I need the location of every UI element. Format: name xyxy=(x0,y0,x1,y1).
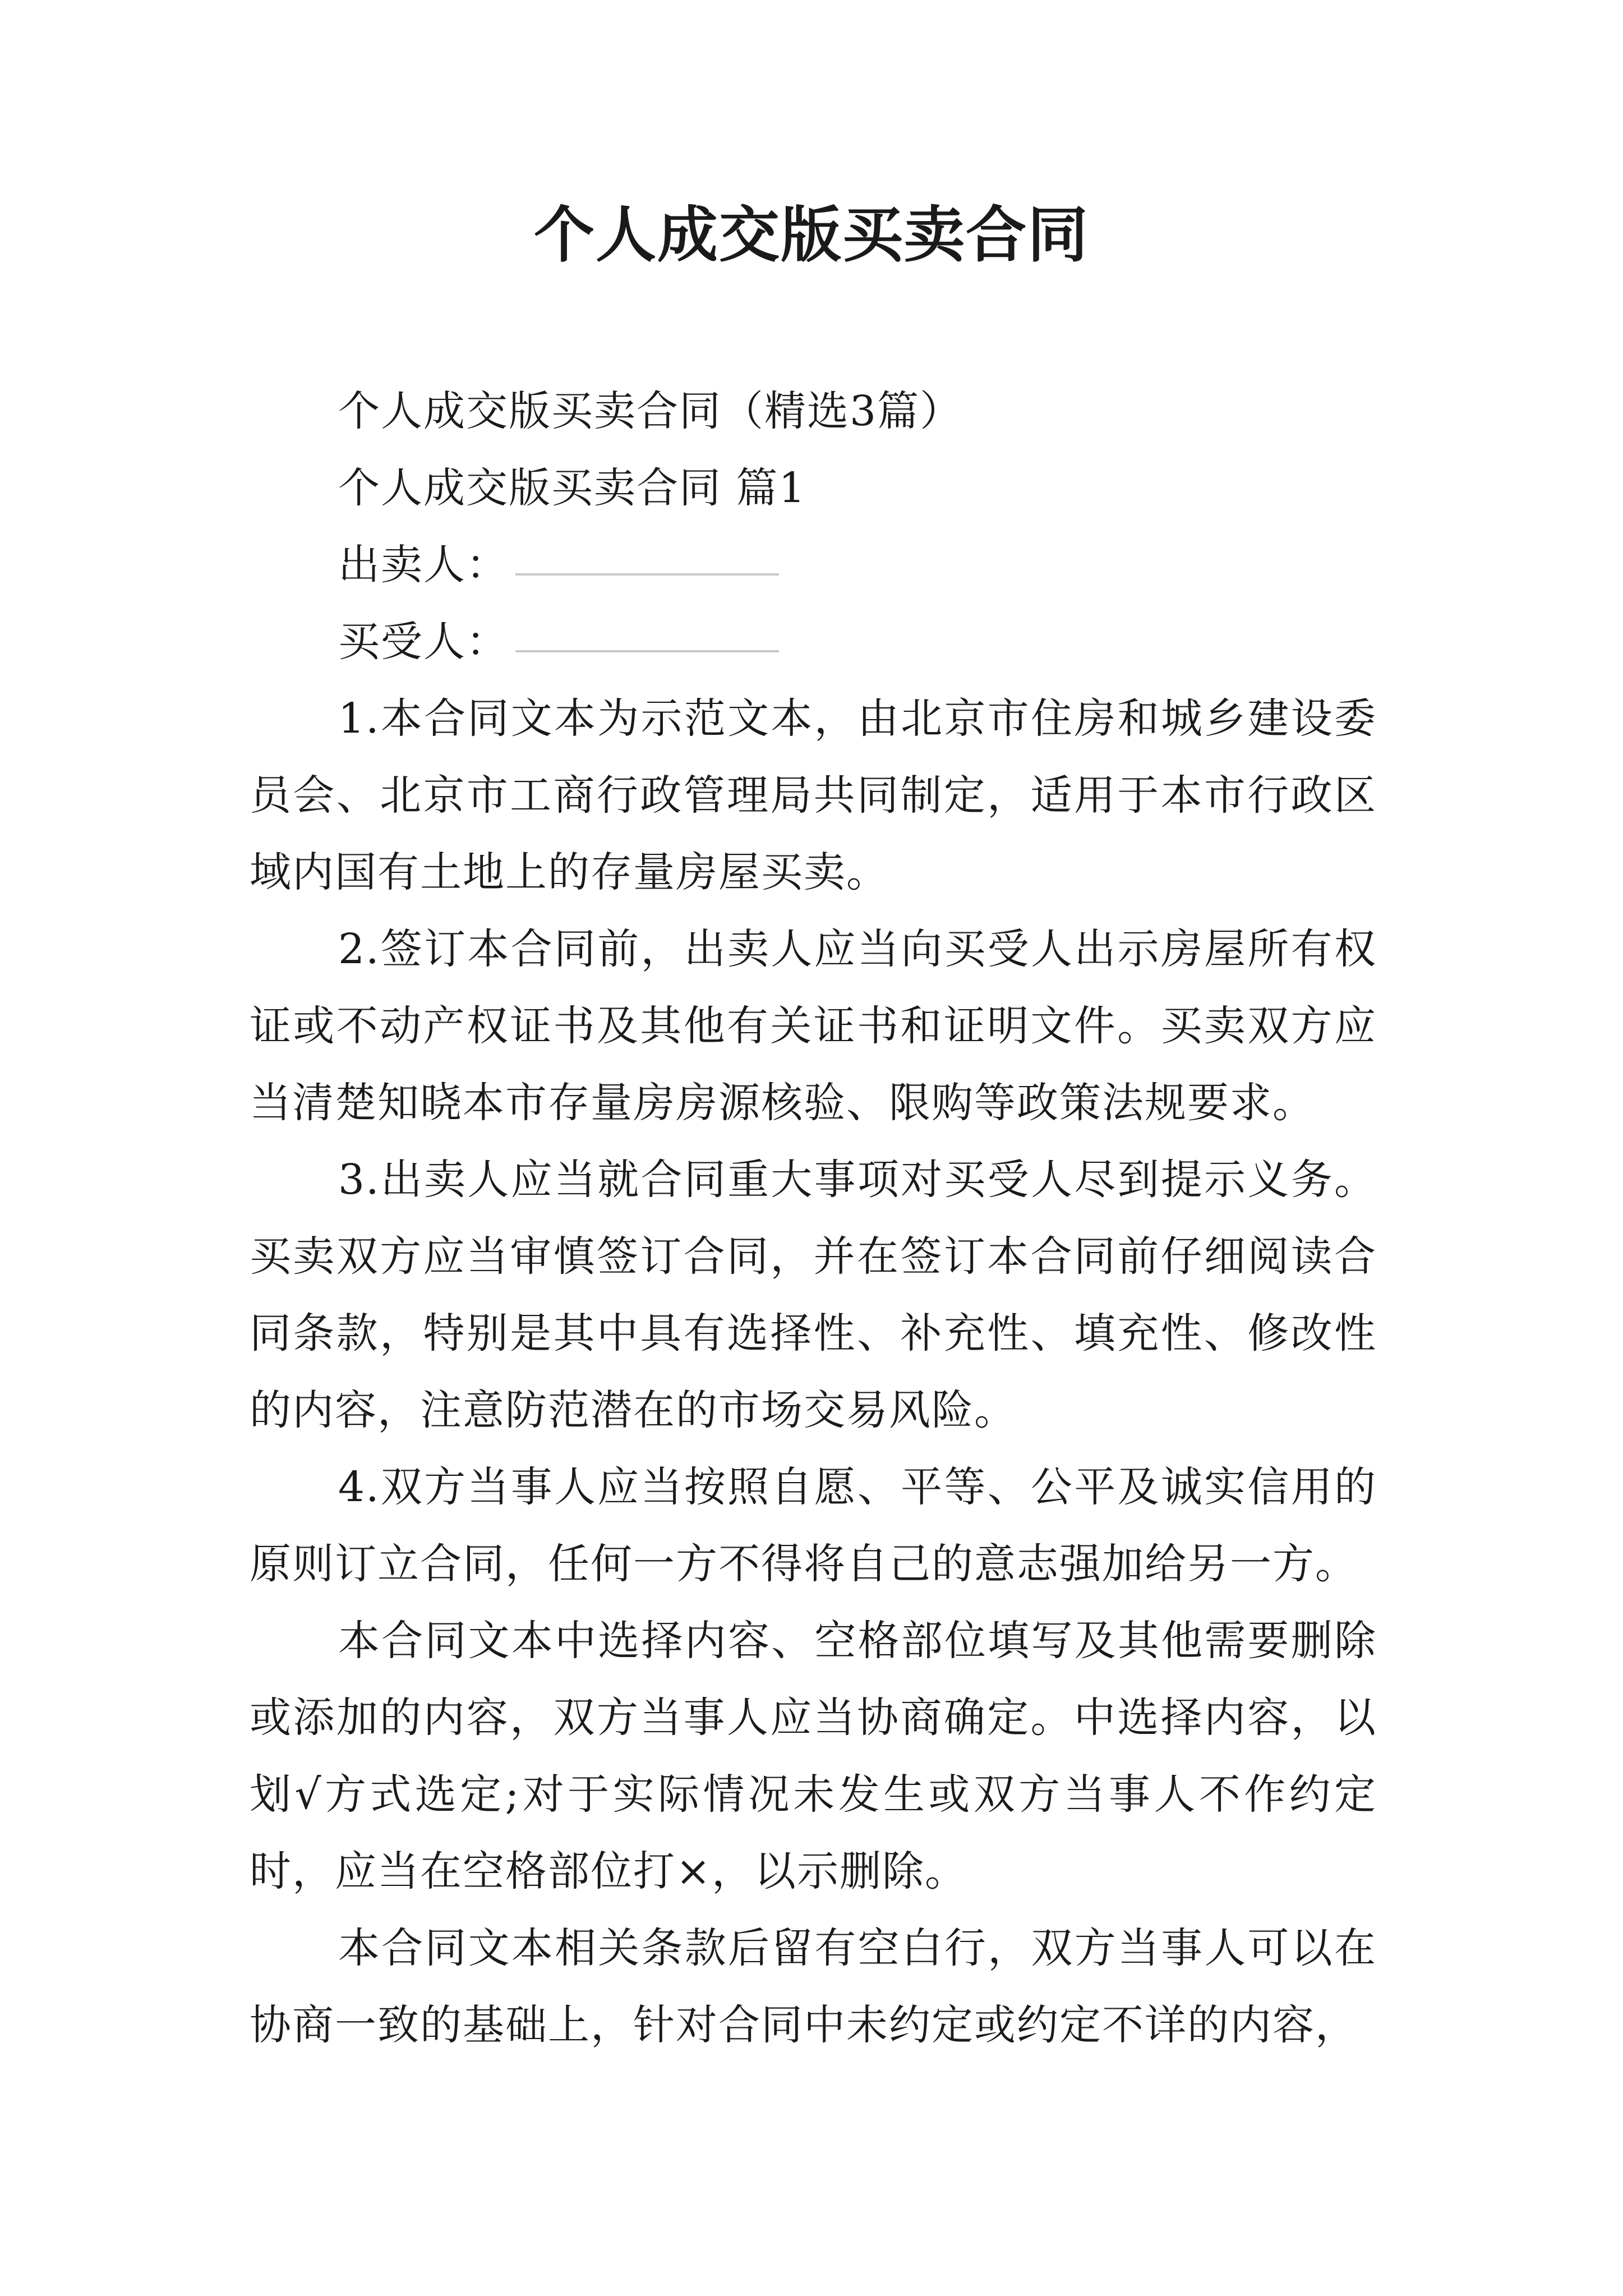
document-title: 个人成交版买卖合同 xyxy=(533,200,1089,270)
clause-3: 3.出卖人应当就合同重大事项对买受人尽到提示义务。买卖双方应当审慎签订合同，并在签订本合同前仔细阅读合同条款，特别是其中具有选择性、补充性、填充性、修改性的内容，注意防范潜在的市场交易风险。 xyxy=(250,1156,1377,1434)
instruction-paragraph-2: 本合同文本相关条款后留有空白行，双方当事人可以在协商一致的基础上，针对合同中未约定或约定不详的内容， xyxy=(250,1924,1377,2049)
clause-2: 2.签订本合同前，出卖人应当向买受人出示房屋所有权证或不动产权证书及其他有关证书和证明文件。买卖双方应当清楚知晓本市存量房房源核验、限购等政策法规要求。 xyxy=(250,925,1377,1127)
seller-label: 出卖人： xyxy=(338,541,509,589)
clause-1: 1.本合同文本为示范文本，由北京市住房和城乡建设委员会、北京市工商行政管理局共同制定，适用于本市行政区域内国有土地上的存量房屋买卖。 xyxy=(250,694,1377,896)
seller-blank-field xyxy=(515,573,779,576)
seller-line xyxy=(250,527,1377,604)
instruction-paragraph-1: 本合同文本中选择内容、空格部位填写及其他需要删除或添加的内容，双方当事人应当协商确定。中选择内容，以划√方式选定;对于实际情况未发生或双方当事人不作约定时，应当在空格部位打×，以示删除。 xyxy=(250,1617,1377,1895)
buyer-blank-field xyxy=(515,650,779,652)
part-heading: 个人成交版买卖合同 篇1 xyxy=(338,464,806,512)
document-body xyxy=(250,373,1377,2064)
buyer-line xyxy=(250,604,1377,680)
document-subtitle: 个人成交版买卖合同（精选3篇） xyxy=(338,387,963,435)
clause-4: 4.双方当事人应当按照自愿、平等、公平及诚实信用的原则订立合同，任何一方不得将自己的意志强加给另一方。 xyxy=(250,1463,1377,1588)
buyer-label: 买受人： xyxy=(338,618,509,666)
